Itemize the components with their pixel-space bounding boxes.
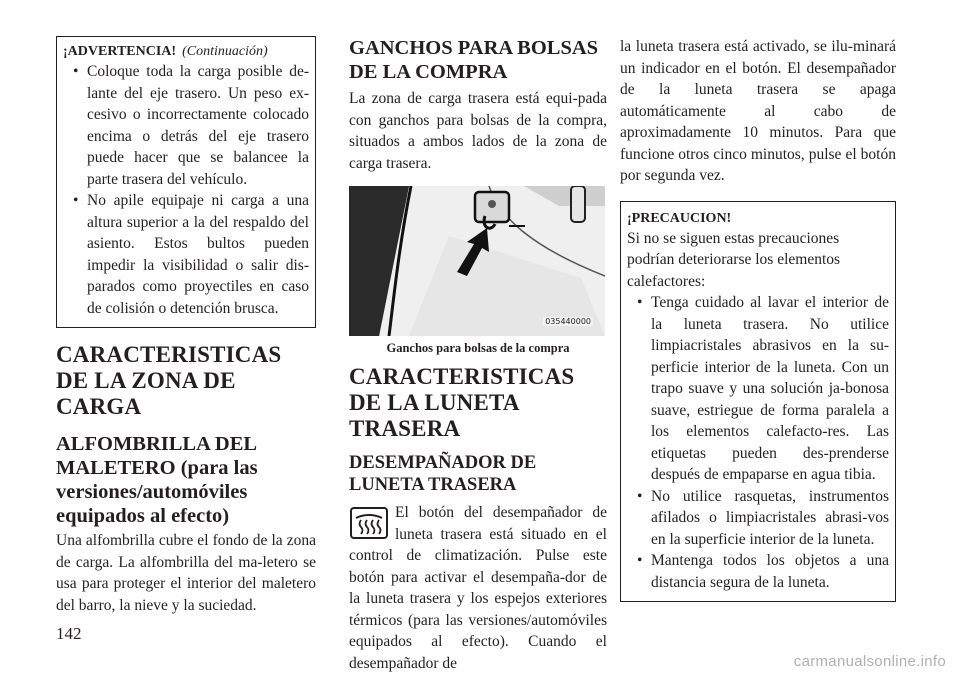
figure-caption: Ganchos para bolsas de la compra [386, 341, 570, 355]
caution-list [627, 292, 889, 593]
column-middle [349, 36, 607, 674]
subsection-title-mat: ALFOMBRILLA DEL MALETERO (para las versiones/automóviles equipados al efecto) [56, 433, 258, 527]
grocery-hooks-illustration [349, 186, 605, 336]
bullet-dot-icon: • [73, 63, 79, 80]
caution-title: ¡PRECAUCION! [627, 210, 732, 226]
page-number: 142 [56, 624, 82, 643]
warning-list [63, 61, 309, 319]
figure-code: 035440000 [545, 317, 591, 326]
section-title-rear-window: CARACTERISTICAS DE LA LUNETA TRASERA [349, 364, 575, 441]
caution-bullet: • Mantenga todos los objetos a una distancia segura de la luneta. [637, 552, 889, 591]
caution-bullet: • No utilice rasquetas, instrumentos afilados o limpiacristales abrasi-vos en la superficie interior de la luneta. [637, 487, 889, 548]
section-title-cargo: CARACTERISTICAS DE LA ZONA DE CARGA [56, 342, 282, 419]
watermark: carmanualsonline.info [793, 653, 946, 670]
caution-box [620, 201, 896, 603]
column-left [56, 36, 316, 616]
warning-bullet: • Coloque toda la carga posible de-lante del eje trasero. Un peso ex-cesivo o incorrectamente colocado encima o detrás del eje trasero puede hacer que se balancee la parte trasera del vehículo. [73, 63, 309, 188]
subsection-title-hooks: GANCHOS PARA BOLSAS DE LA COMPRA [349, 37, 599, 83]
cargo-mat-text: Una alfombrilla cubre el fondo de la zona de carga. La alfombrilla del ma-letero se usa para proteger el interior del maletero del barro, la nieve y la suciedad. [56, 532, 316, 614]
warning-box [56, 36, 316, 328]
caution-intro: Si no se siguen estas precauciones podrían deteriorarse los elementos calefactores: [627, 229, 841, 290]
caution-bullet: • Tenga cuidado al lavar el interior de la luneta trasera. No utilice limpiacristales abrasivos en la su-perficie interior de la luneta. Con un trapo suave y una solución ja-bonosa suave, estriegue de forma paralela a los elementos calefacto-res. Las etiquetas pueden des-prenderse después de empaparse en agua tibia. [637, 294, 889, 483]
subsection-title-defroster: DESEMPAÑADOR DE LUNETA TRASERA [349, 453, 537, 495]
bullet-dot-icon: • [637, 552, 643, 569]
defroster-text-continued: la luneta trasera está activado, se ilu-minará un indicador en el botón. El desempañador de la luneta trasera se apaga automáticamente al cabo de aproximadamente 10 minutos. Para que funcione otros cinco minutos, pulse el botón por segunda vez. [620, 38, 896, 184]
warning-title: ¡ADVERTENCIA! (Continuación) [63, 44, 268, 59]
bullet-dot-icon: • [637, 294, 643, 311]
defroster-text: El botón del desempañador de luneta trasera está situado en el control de climatización. Pulse este botón para activar el desempaña-dor de la luneta trasera y los espejos exteriores térmicos (para las versiones/automóviles equipados al efecto). Cuando el desempañador de [349, 504, 607, 672]
column-right [620, 36, 896, 602]
defroster-paragraph [349, 502, 607, 674]
rear-defroster-icon [349, 506, 389, 540]
hooks-text: La zona de carga trasera está equi-pada con ganchos para bolsas de la compra, situados a ambos lados de la zona de carga trasera. [349, 90, 607, 172]
warning-bullet: • No apile equipaje ni carga a una altura superior a la del respaldo del asiento. Estos bultos pueden impedir la visibilidad o salir dis-parados como proyectiles en caso de colisión o detención brusca. [73, 192, 309, 317]
grocery-hooks-figure [349, 186, 605, 336]
bullet-dot-icon: • [637, 487, 643, 505]
bullet-dot-icon: • [73, 192, 79, 209]
warning-continuation: (Continuación) [182, 44, 268, 59]
